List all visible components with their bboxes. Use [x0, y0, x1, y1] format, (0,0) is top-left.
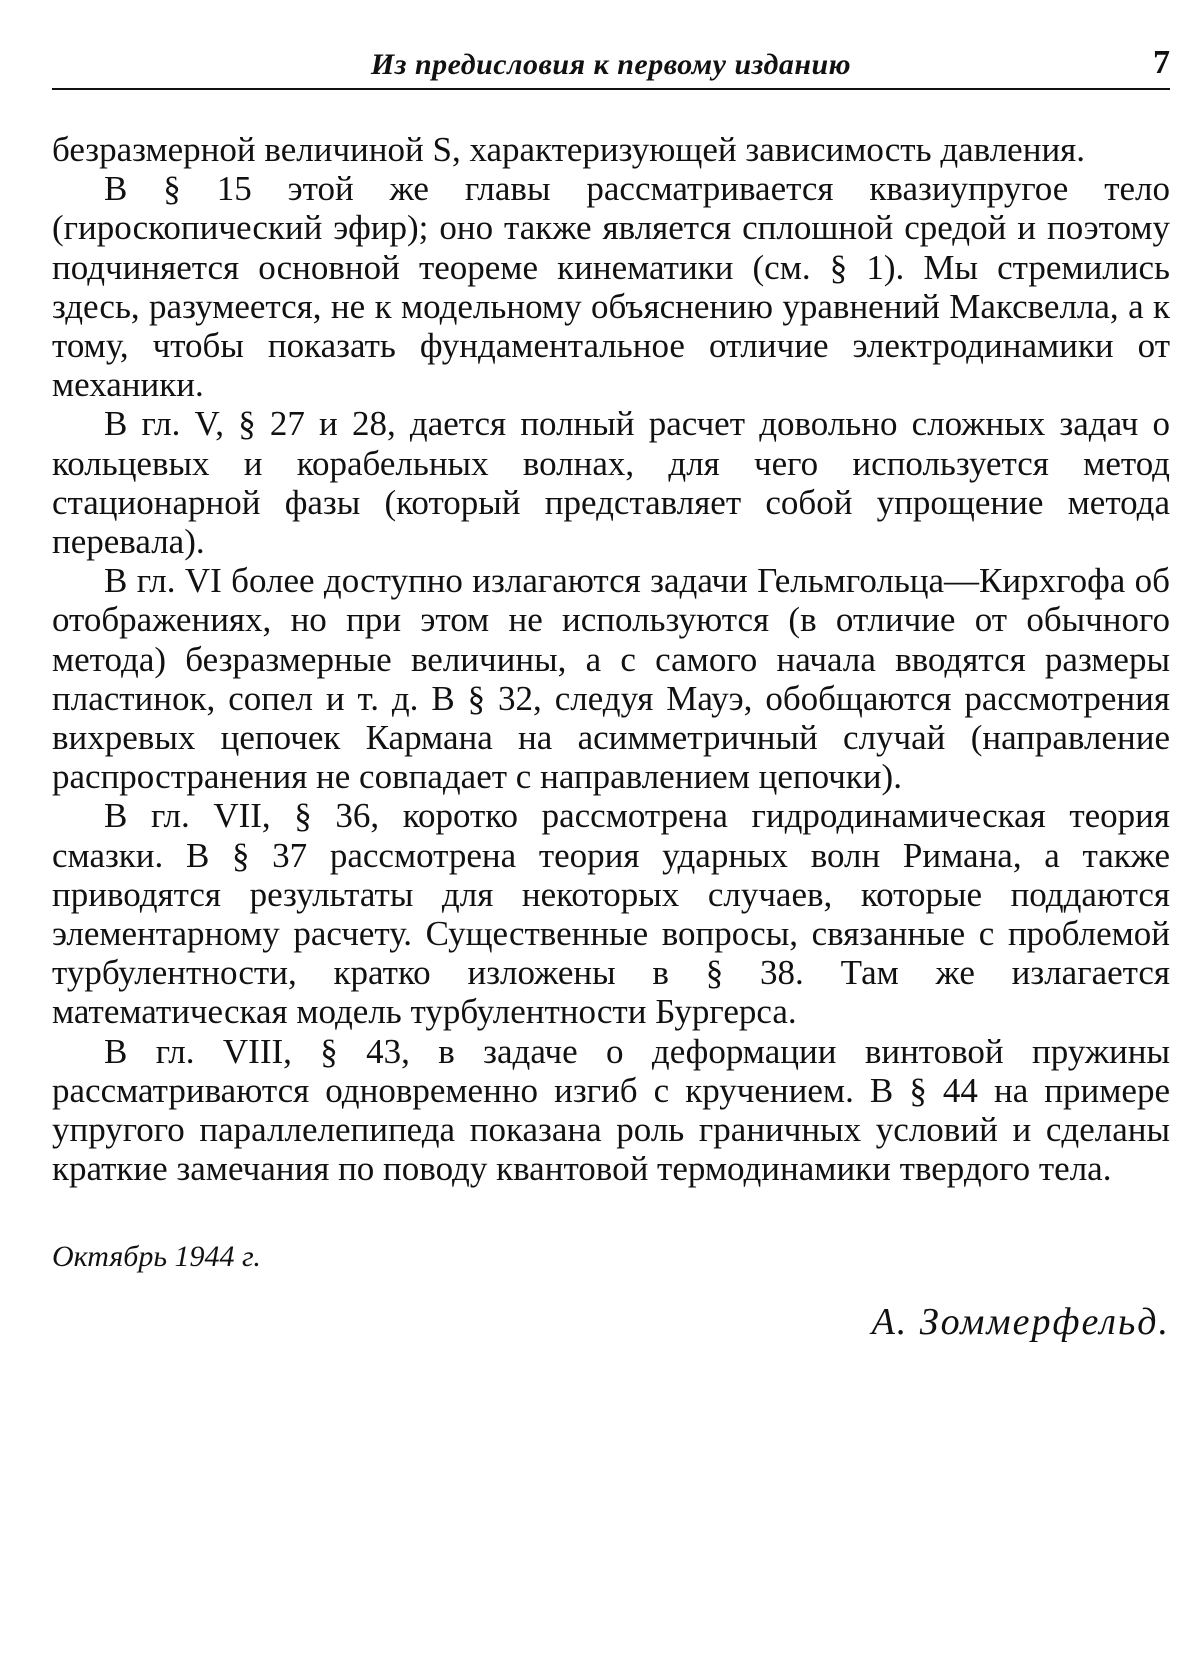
paragraph-continuation: безразмерной величиной S, характеризующей зависимость давления.: [52, 130, 1086, 169]
paragraph-quasi-elastic-body: В § 15 этой же главы рассматривается квазиупругое тело (гироскопический эфир); оно также является сплошной средой и поэтому подчиняется основной теореме кинематики (см. § 1). Мы стремились здесь, разумеется, не к модельному объяснению уравнений Максвелла, а к тому, чтобы показать фундаментальное отличие электродинамики от механики.: [52, 169, 1170, 405]
running-title: Из предисловия к первому изданию: [370, 48, 852, 81]
paragraph-chapter-viii: В гл. VIII, § 43, в задаче о деформации винтовой пружины рассматриваются одновременно изгиб с кручением. В § 44 на примере упругого параллелепипеда показана роль граничных условий и сделаны краткие замечания по поводу квантовой термодинамики твердого тела.: [52, 1031, 1170, 1189]
preface-date: Октябрь 1944 г.: [52, 1240, 261, 1274]
book-page: [52, 36, 1170, 1656]
author-signature: А. Зоммерфельд.: [871, 1301, 1170, 1344]
running-head: [52, 36, 1170, 90]
paragraph-chapter-v: В гл. V, § 27 и 28, дается полный расчет довольно сложных задач о кольцевых и корабельных волнах, для чего используется метод стационарной фазы (который представляет собой упрощение метода перевала).: [52, 404, 1170, 562]
paragraph-chapter-vi: В гл. VI более доступно излагаются задачи Гельмгольца—Кирхгофа об отображениях, но при этом не используются (в отличие от обычного метода) безразмерные величины, а с самого начала вводятся размеры пластинок, сопел и т. д. В § 32, следуя Мауэ, обобщаются рассмотрения вихревых цепочек Кармана на асимметричный случай (направление распространения не совпадает с направлением цепочки).: [52, 561, 1170, 797]
page-number: 7: [1153, 44, 1170, 81]
body-text: [52, 130, 1170, 1188]
paragraph-chapter-vii: В гл. VII, § 36, коротко рассмотрена гидродинамическая теория смазки. В § 37 рассмотрена теория ударных волн Римана, а также приводятся результаты для некоторых случаев, которые поддаются элементарному расчету. Существенные вопросы, связанные с проблемой турбулентности, кратко изложены в § 38. Там же излагается математическая модель турбулентности Бургерса.: [52, 796, 1170, 1032]
